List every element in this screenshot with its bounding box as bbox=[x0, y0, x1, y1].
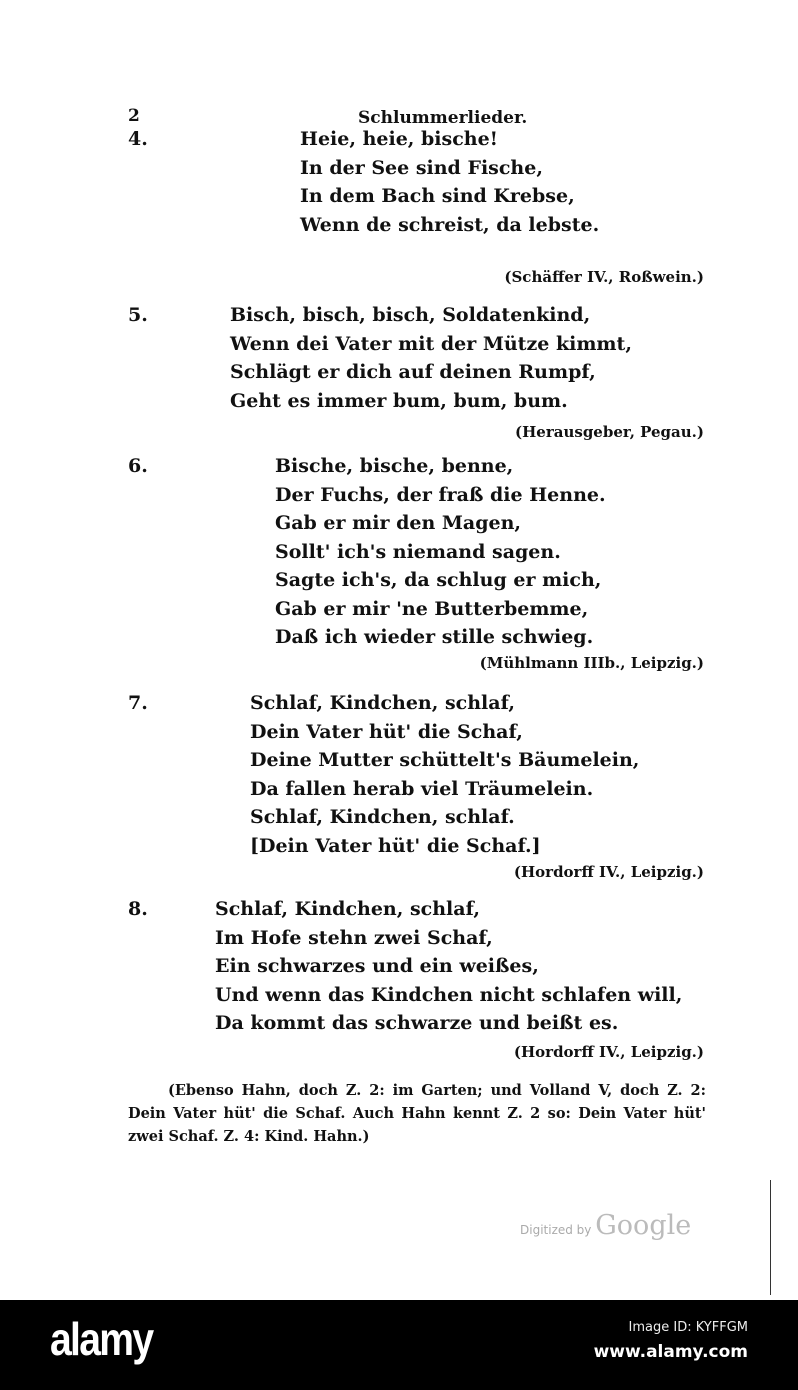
footnote: (Ebenso Hahn, doch Z. 2: im Garten; und Volland V, doch Z. 2: Dein Vater hüt' die Schaf. Auch Hahn kennt Z. 2 so: Dein Vater hüt' zwei Schaf. Z. 4: Kind. Hahn.) bbox=[128, 1082, 706, 1145]
verse-line: Gab er mir den Magen, bbox=[275, 512, 522, 534]
poem-verse bbox=[230, 301, 632, 415]
verse-line: Der Fuchs, der fraß die Henne. bbox=[275, 483, 606, 506]
verse-line: Ein schwarzes und ein weißes, bbox=[215, 955, 539, 977]
poem-verse bbox=[275, 452, 606, 652]
verse-line: Sollt' ich's niemand sagen. bbox=[275, 540, 561, 563]
verse-line: Bisch, bisch, bisch, Soldatenkind, bbox=[230, 304, 591, 326]
verse-line: [Dein Vater hüt' die Schaf.] bbox=[250, 834, 541, 857]
verse-line: Da kommt das schwarze und beißt es. bbox=[215, 1012, 619, 1034]
verse-line: Sagte ich's, da schlug er mich, bbox=[275, 569, 602, 591]
page-edge bbox=[770, 1180, 771, 1295]
verse-line: Schlaf, Kindchen, schlaf, bbox=[215, 898, 480, 920]
poem-verse bbox=[250, 689, 639, 860]
verse-line: Schlaf, Kindchen, schlaf, bbox=[250, 692, 515, 714]
verse-line: Daß ich wieder stille schwieg. bbox=[275, 626, 594, 648]
verse-line: Schlägt er dich auf deinen Rumpf, bbox=[230, 361, 596, 383]
poem-number: 5. bbox=[128, 304, 148, 326]
verse-line: Deine Mutter schüttelt's Bäumelein, bbox=[250, 749, 640, 771]
poem-source: (Hordorff IV., Leipzig.) bbox=[513, 863, 704, 881]
verse-line: Wenn de schreist, da lebste. bbox=[300, 213, 600, 236]
poem-verse bbox=[300, 125, 599, 239]
image-id: Image ID: KYFFGM bbox=[628, 1320, 748, 1335]
verse-line: Heie, heie, bische! bbox=[300, 128, 499, 150]
poem-number: 7. bbox=[128, 692, 148, 714]
alamy-url: www.alamy.com bbox=[593, 1342, 748, 1362]
verse-line: Im Hofe stehn zwei Schaf, bbox=[215, 926, 493, 949]
page-number: 2 bbox=[128, 106, 140, 126]
verse-line: Schlaf, Kindchen, schlaf. bbox=[250, 806, 515, 828]
running-title: Schlummerlieder. bbox=[358, 108, 528, 128]
poem-number: 4. bbox=[128, 128, 148, 150]
poem-number: 8. bbox=[128, 898, 148, 920]
verse-line: In der See sind Fische, bbox=[300, 156, 543, 179]
digitized-by-watermark bbox=[520, 1210, 691, 1241]
verse-line: Wenn dei Vater mit der Mütze kimmt, bbox=[230, 332, 632, 355]
verse-line: Gab er mir 'ne Butterbemme, bbox=[275, 597, 589, 620]
verse-line: In dem Bach sind Krebse, bbox=[300, 185, 575, 207]
poem-source: (Hordorff IV., Leipzig.) bbox=[513, 1043, 704, 1061]
poem-source: (Mühlmann IIIb., Leipzig.) bbox=[479, 654, 704, 672]
poem-number: 6. bbox=[128, 455, 148, 477]
verse-line: Geht es immer bum, bum, bum. bbox=[230, 389, 568, 412]
verse-line: Da fallen herab viel Träumelein. bbox=[250, 777, 594, 800]
poem-verse bbox=[215, 895, 682, 1038]
verse-line: Und wenn das Kindchen nicht schlafen will, bbox=[215, 983, 683, 1006]
google-logo: Google bbox=[595, 1210, 692, 1241]
alamy-logo: alamy bbox=[50, 1313, 153, 1365]
watermark-bar bbox=[0, 1300, 798, 1390]
verse-line: Bische, bische, benne, bbox=[275, 455, 514, 477]
verse-line: Dein Vater hüt' die Schaf, bbox=[250, 720, 523, 743]
digitized-prefix: Digitized by bbox=[520, 1223, 592, 1237]
poem-source: (Schäffer IV., Roßwein.) bbox=[504, 268, 704, 286]
poem-source: (Herausgeber, Pegau.) bbox=[515, 423, 704, 441]
